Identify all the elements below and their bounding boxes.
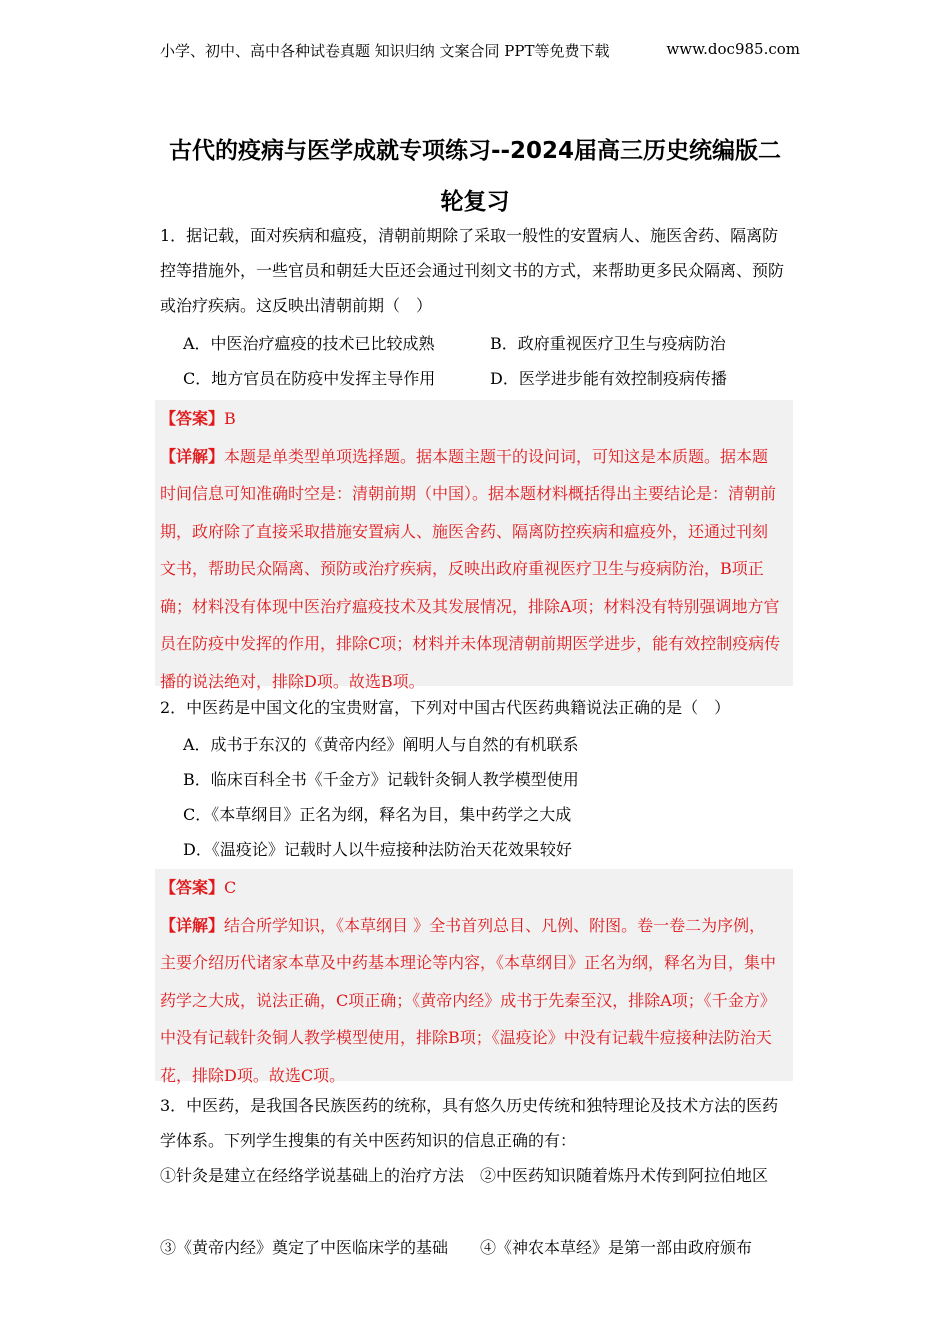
question-3-items-line2: ③《黄帝内经》奠定了中医临床学的基础 ④《神农本草经》是第一部由政府颁布 — [160, 1238, 753, 1257]
question-1-answer-box — [155, 400, 793, 691]
question-2-option-d: D．《温疫论》记载时人以牛痘接种法防治天花效果较好 — [183, 840, 572, 859]
document-title-line2: 轮复习 — [440, 189, 510, 215]
question-2-option-c: C．《本草纲目》正名为纲，释名为目，集中药学之大成 — [183, 805, 572, 824]
question-1-detail: 本题是单类型单项选择题。据本题主题干的设问词，可知这是本质题。据本题时间信息可知准确时空是：清朝前期（中国）。据本题材料概括得出主要结论是：清朝前期，政府除了直接采取措施安置病人、施医舍药、隔离防控疾病和瘟疫外，还通过刊刻文书，帮助民众隔离、预防或治疗疾病，反映出政府重视医疗卫生与疫病防治，B项正确；材料没有体现中医治疗瘟疫技术及其发展情况，排除A项；材料没有特别强调地方官员在防疫中发挥的作用，排除C项；材料并未体现清朝前期医学进步，能有效控制疫病传播的说法绝对，排除D项。故选B项。 — [160, 446, 781, 691]
detail-label: 【详解】 — [160, 446, 225, 466]
question-3-stem: 3．中医药，是我国各民族医药的统称，具有悠久历史传统和独特理论及技术方法的医药学体系。下列学生搜集的有关中医药知识的信息正确的有： — [160, 1096, 779, 1150]
question-2-answer: C — [224, 878, 237, 897]
question-1-options — [183, 326, 797, 396]
question-2-option-b: B．临床百科全书《千金方》记载针灸铜人教学模型使用 — [183, 770, 579, 789]
question-1-answer: B — [224, 409, 236, 428]
question-1-option-c: C．地方官员在防疫中发挥主导作用 — [183, 369, 436, 388]
question-2-option-a: A．成书于东汉的《黄帝内经》阐明人与自然的有机联系 — [183, 735, 579, 754]
question-2-options — [183, 727, 579, 867]
question-3-items-line1: ①针灸是建立在经络学说基础上的治疗方法 ②中医药知识随着炼丹术传到阿拉伯地区 — [160, 1166, 769, 1185]
answer-label: 【答案】 — [160, 409, 225, 428]
header-promo-text: 小学、初中、高中各种试卷真题 知识归纳 文案合同 PPT等免费下载 — [160, 42, 610, 60]
header-website[interactable]: www.doc985.com — [666, 40, 800, 58]
detail-label: 【详解】 — [160, 915, 225, 935]
document-title-line1: 古代的疫病与医学成就专项练习--2024届高三历史统编版二 — [168, 138, 782, 164]
question-2-stem: 2．中医药是中国文化的宝贵财富，下列对中国古代医药典籍说法正确的是（ ） — [160, 698, 731, 717]
question-1-stem: 1．据记载，面对疾病和瘟疫，清朝前期除了采取一般性的安置病人、施医舍药、隔离防控等措施外，一些官员和朝廷大臣还会通过刊刻文书的方式，来帮助更多民众隔离、预防或治疗疾病。这反映出清朝前期（ ） — [160, 226, 785, 315]
page-header — [160, 40, 800, 61]
question-1-option-a: A．中医治疗瘟疫的技术已比较成熟 — [183, 334, 435, 353]
question-1-option-d: D．医学进步能有效控制疫病传播 — [490, 369, 727, 388]
answer-label: 【答案】 — [160, 878, 225, 897]
question-2-answer-box — [155, 869, 793, 1085]
question-2-detail: 结合所学知识，《本草纲目 》全书首列总目、凡例、附图。卷一卷二为序例，主要介绍历代诸家本草及中药基本理论等内容，《本草纲目》正名为纲，释名为目，集中药学之大成，说法正确，C项正确；《黄帝内经》成书于先秦至汉，排除A项；《千金方》中没有记载针灸铜人教学模型使用，排除B项；《温疫论》中没有记载牛痘接种法防治天花，排除D项。故选C项。 — [160, 915, 777, 1085]
question-1-option-b: B．政府重视医疗卫生与疫病防治 — [490, 334, 726, 353]
